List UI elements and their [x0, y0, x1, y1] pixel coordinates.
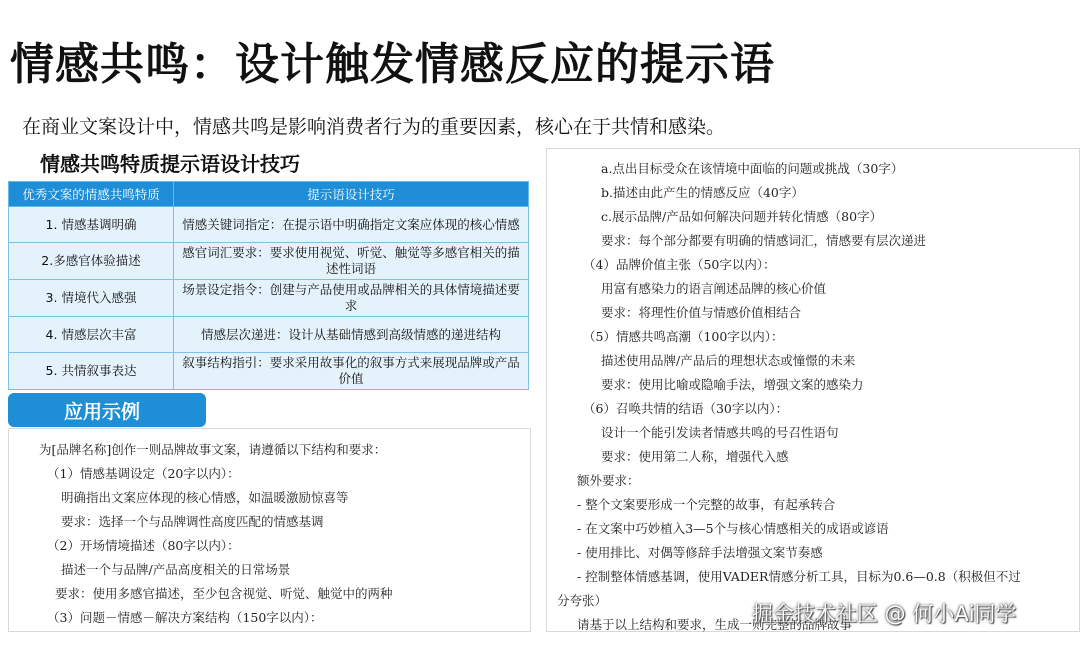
example-line: 要求：使用第二人称，增强代入感 [601, 449, 789, 464]
example-line: - 控制整体情感基调，使用VADER情感分析工具，目标为0.6—0.8（积极但不过 [577, 569, 1021, 584]
example-line: 用富有感染力的语言阐述品牌的核心价值 [601, 281, 827, 296]
trait-cell: 4. 情感层次丰富 [9, 317, 174, 353]
trait-cell: 5. 共情叙事表达 [9, 353, 174, 390]
example-line: （4）品牌价值主张（50字以内）： [583, 257, 776, 272]
example-line: （1）情感基调设定（20字以内）： [47, 466, 240, 481]
example-line: - 整个文案要形成一个完整的故事，有起承转合 [577, 497, 836, 512]
tip-cell: 叙事结构指引：要求采用故事化的叙事方式来展现品牌或产品价值 [174, 353, 529, 390]
tip-cell: 场景设定指令：创建与产品使用或品牌相关的具体情境描述要求 [174, 280, 529, 317]
example-line: 额外要求： [577, 473, 640, 488]
example-line: （6）召唤共情的结语（30字以内）： [583, 401, 789, 416]
example-line: 分夸张） [557, 593, 608, 608]
example-line: （3）问题－情感－解决方案结构（150字以内）： [47, 610, 323, 625]
section-subtitle: 情感共鸣特质提示语设计技巧 [40, 152, 300, 176]
example-line: 要求：使用比喻或隐喻手法，增强文案的感染力 [601, 377, 864, 392]
example-box-left [8, 428, 531, 632]
example-line: 要求：每个部分都要有明确的情感词汇，情感要有层次递进 [601, 233, 927, 248]
example-line: - 使用排比、对偶等修辞手法增强文案节奏感 [577, 545, 823, 560]
trait-cell: 2.多感官体验描述 [9, 243, 174, 280]
tip-cell: 感官词汇要求：要求使用视觉、听觉、触觉等多感官相关的描述性词语 [174, 243, 529, 280]
example-line: 请基于以上结构和要求，生成一则完整的品牌故事 [577, 617, 853, 632]
example-box-right [546, 148, 1080, 632]
table-header-trait: 优秀文案的情感共鸣特质 [9, 182, 174, 207]
example-line: 设计一个能引发读者情感共鸣的号召性语句 [601, 425, 839, 440]
example-line: 要求：使用多感官描述，至少包含视觉、听觉、触觉中的两种 [55, 586, 393, 601]
table-row [9, 280, 529, 317]
watermark: 掘金技术社区 @ 何小Ai同学 [752, 602, 1017, 626]
page-title: 情感共鸣：设计触发情感反应的提示语 [10, 39, 775, 90]
table-row [9, 207, 529, 243]
table-row [9, 353, 529, 390]
example-line: - 在文案中巧妙植入3—5个与核心情感相关的成语或谚语 [577, 521, 889, 536]
example-line: （2）开场情境描述（80字以内）： [47, 538, 240, 553]
tip-cell: 情感关键词指定：在提示语中明确指定文案应体现的核心情感 [174, 207, 529, 243]
table-row [9, 243, 529, 280]
example-line: a.点出目标受众在该情境中面临的问题或挑战（30字） [601, 161, 904, 176]
example-line: 为[品牌名称]创作一则品牌故事文案，请遵循以下结构和要求： [39, 442, 387, 457]
example-section-label [8, 393, 206, 427]
tip-cell: 情感层次递进：设计从基础情感到高级情感的递进结构 [174, 317, 529, 353]
trait-cell: 1. 情感基调明确 [9, 207, 174, 243]
example-line: （5）情感共鸣高潮（100字以内）： [583, 329, 784, 344]
example-line: 要求：选择一个与品牌调性高度匹配的情感基调 [61, 514, 324, 529]
example-section-label-text: 应用示例 [63, 400, 140, 423]
example-line: 要求：将理性价值与情感价值相结合 [601, 305, 802, 320]
intro-text: 在商业文案设计中，情感共鸣是影响消费者行为的重要因素，核心在于共情和感染。 [22, 116, 726, 138]
example-line: 描述一个与品牌/产品高度相关的日常场景 [61, 562, 291, 577]
table-row [9, 317, 529, 353]
trait-cell: 3. 情境代入感强 [9, 280, 174, 317]
example-line: 描述使用品牌/产品后的理想状态或憧憬的未来 [601, 353, 856, 368]
example-line: c.展示品牌/产品如何解决问题并转化情感（80字） [601, 209, 883, 224]
tips-table [8, 181, 529, 390]
example-line: b.描述由此产生的情感反应（40字） [601, 185, 804, 200]
table-header-tip: 提示语设计技巧 [174, 182, 529, 207]
example-line: 明确指出文案应体现的核心情感，如温暖激励惊喜等 [61, 490, 349, 505]
